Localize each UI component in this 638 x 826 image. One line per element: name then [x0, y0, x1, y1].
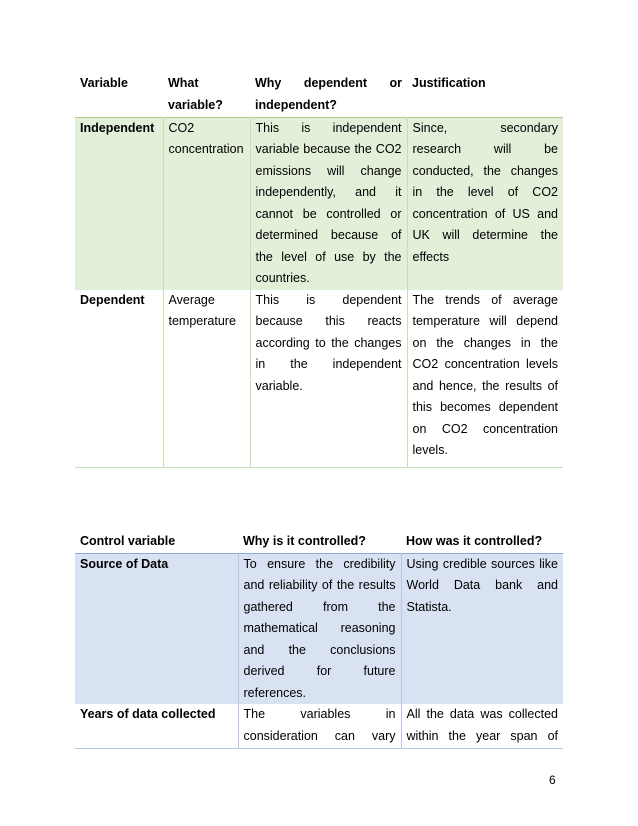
- header-variable: Variable: [80, 76, 128, 90]
- row-justification: The trends of average temperature will depend on the changes in the CO2 concentration levels and hence, the results of this becomes dependent on CO2 concentration levels.: [407, 290, 563, 468]
- row-what: Average temperature: [163, 290, 250, 468]
- header-why-controlled: Why is it controlled?: [243, 534, 366, 548]
- row-variable: Dependent: [75, 290, 163, 468]
- header-how-controlled: How was it controlled?: [406, 534, 543, 548]
- table-row: [75, 117, 563, 290]
- header-why: Why dependent or independent?: [255, 76, 402, 112]
- row-how-controlled: Using credible sources like World Data bank and Statista.: [401, 553, 563, 704]
- row-justification: Since, secondary research will be conducted, the changes in the level of CO2 concentration of US and UK will determine the effects: [407, 117, 563, 290]
- table-header-row: [75, 531, 563, 553]
- row-how-controlled: All the data was collected within the year span of: [401, 704, 563, 748]
- row-why-controlled: The variables in consideration can vary: [238, 704, 401, 748]
- row-why: This is independent variable because the CO2 emissions will change independently, and it cannot be controlled or determined because of the level of use by the countries.: [250, 117, 407, 290]
- row-variable: Independent: [75, 117, 163, 290]
- row-what: CO2 concentration: [163, 117, 250, 290]
- row-control-variable: Source of Data: [75, 553, 238, 704]
- control-variables-table: [75, 531, 563, 749]
- header-control-variable: Control variable: [80, 534, 176, 548]
- table-header-row: [75, 73, 563, 117]
- variables-table: [75, 73, 563, 468]
- header-justification: Justification: [412, 76, 486, 90]
- page-number: 6: [549, 773, 556, 787]
- row-why-controlled: To ensure the credibility and reliability of the results gathered from the mathematical reasoning and the conclusions derived for future references.: [238, 553, 401, 704]
- row-why: This is dependent because this reacts according to the changes in the independent variable.: [250, 290, 407, 468]
- row-control-variable: Years of data collected: [75, 704, 238, 748]
- table-row: [75, 290, 563, 468]
- header-what-variable: What variable?: [168, 76, 223, 112]
- table-row: [75, 704, 563, 748]
- table-row: [75, 553, 563, 704]
